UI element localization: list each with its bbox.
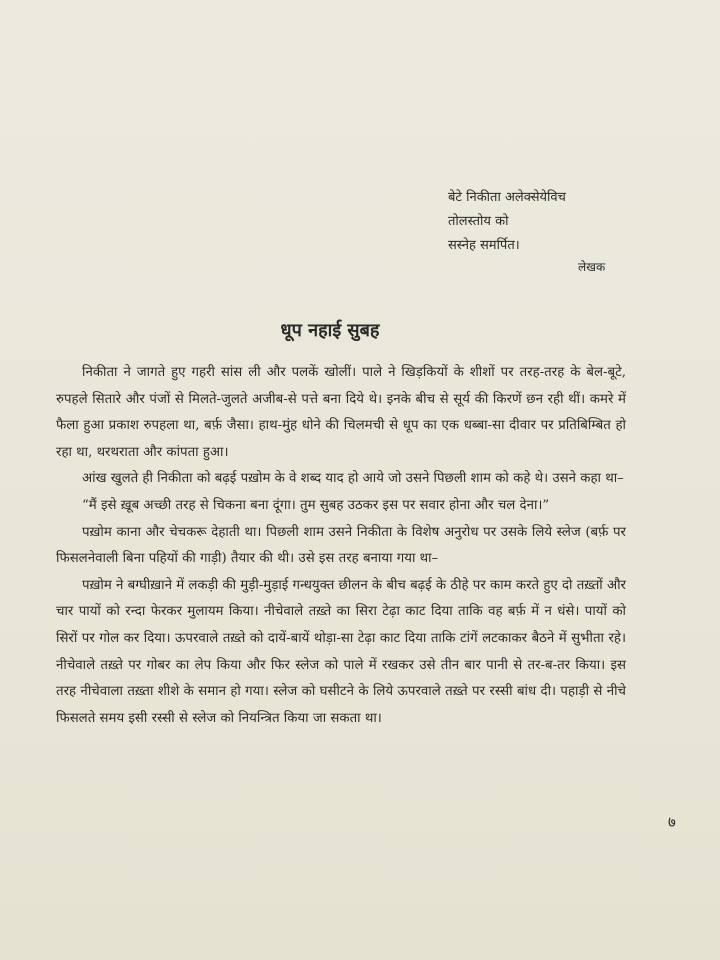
dedication — [448, 186, 678, 258]
paragraph-5: पख़ोम ने बग्घीख़ाने में लकड़ी की मुड़ी-मुड़ाई गन्धयुक्त छीलन के बीच बढ़ई के ठीहे पर काम करते हुए दो तख़्तों और चार पायों को रन्दा फेरकर मुलायम किया। नीचेवाले तख़्ते का सिरा टेढ़ा काट दिया ताकि वह बर्फ़ में न धंसे। पायों को सिरों पर गोल कर दिया। ऊपरवाले तख़्ते को दायें-बायें थोड़ा-सा टेढ़ा काट दिया ताकि टांगें लटकाकर बैठने में सुभीता रहे। नीचेवाले तख़्ते पर गोबर का लेप किया और फिर स्लेज को पाले में रखकर उसे तीन बार पानी से तर-ब-तर किया। इस तरह नीचेवाला तख़्ता शीशे के समान हो गया। स्लेज को घसीटने के लिये ऊपरवाले तख़्ते पर रस्सी बांध दी। पहाड़ी से नीचे फिसलते समय इसी रस्सी से स्लेज को नियन्त्रित किया जा सकता था। — [56, 577, 626, 726]
chapter-title: धूप नहाई सुबह — [280, 320, 380, 341]
dedication-line-3: सस्नेह समर्पित। — [448, 238, 520, 253]
paragraph-4: पख़ोम काना और चेचकरू देहाती था। पिछली शाम उसने निकीता के विशेष अनुरोध पर उसके लिये स्लेज (बर्फ़ पर फिसलनेवाली बिना पहियों की गाड़ी) तैयार की थी। उसे इस तरह बनाया गया था– — [56, 524, 626, 567]
paragraph-3: “मैं इसे ख़ूब अच्छी तरह से चिकना बना दूंगा। तुम सुबह उठकर इस पर सवार होना और चल देना।” — [82, 497, 550, 513]
page-number: ७ — [668, 813, 676, 831]
dedication-signature: लेखक — [578, 260, 606, 274]
chapter-body — [56, 360, 626, 732]
dedication-line-1: बेटे निकीता अलेक्सेयेविच — [448, 190, 566, 205]
paragraph-2: आंख खुलते ही निकीता को बढ़ई पख़ोम के वे शब्द याद हो आये जो उसने पिछली शाम को कहे थे। उसने कहा था– — [82, 471, 624, 487]
dedication-line-2: तोलस्तोय को — [448, 214, 509, 229]
paragraph-1: निकीता ने जागते हुए गहरी सांस ली और पलकें खोलीं। पाले ने खिड़कियों के शीशों पर तरह-तरह के बेल-बूटे, रुपहले सितारे और पंजों से मिलते-जुलते अजीब-से पत्ते बना दिये थे। इनके बीच से सूर्य की किरणें छन रही थीं। कमरे में फैला हुआ प्रकाश रुपहला था, बर्फ़ जैसा। हाथ-मुंह धोने की चिलमची से धूप का एक धब्बा-सा दीवार पर प्रतिबिम्बित हो रहा था, थरथराता और कांपता हुआ। — [56, 365, 626, 460]
